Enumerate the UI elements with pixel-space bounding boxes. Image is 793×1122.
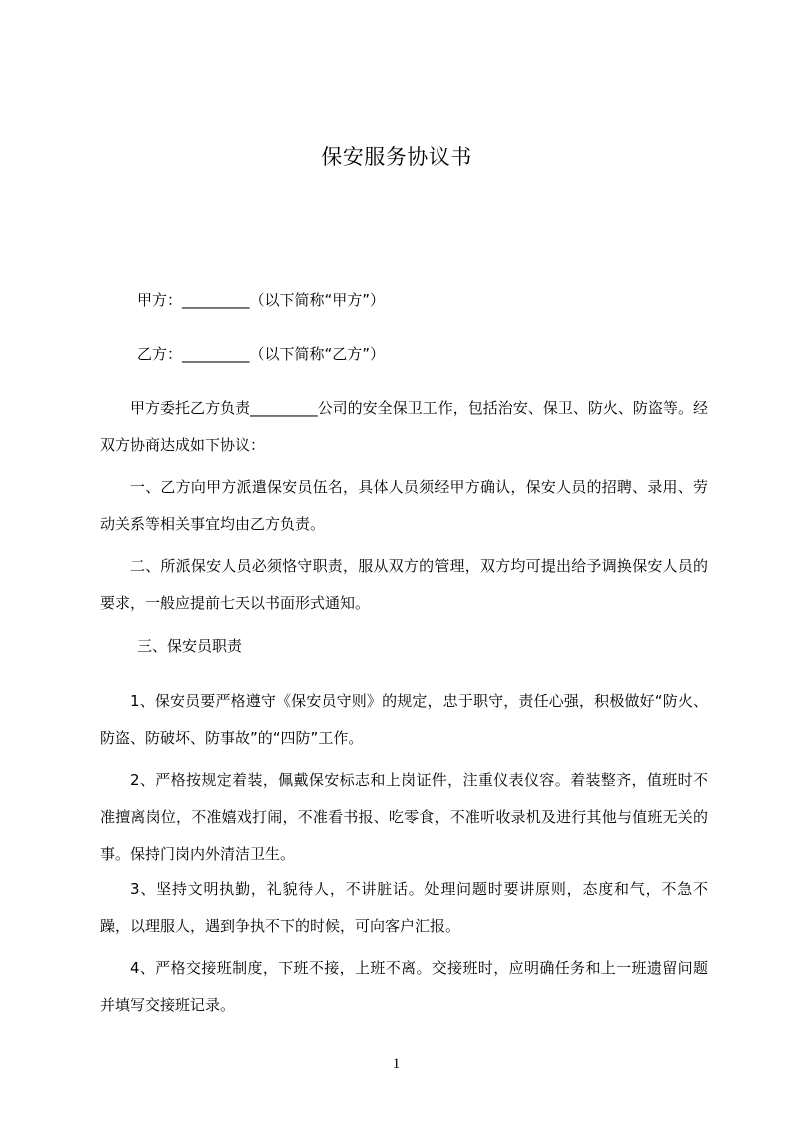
clause-2-paragraph: 二、所派保安人员必须恪守职责，服从双方的管理，双方均可提出给予调换保安人员的要求，一般应提前七天以书面形式通知。 [100, 557, 708, 612]
clause-3-heading: 三、保安员职责 [137, 637, 243, 655]
page-number: 1 [392, 1056, 401, 1072]
intro-paragraph: 甲方委托乙方负责_________公司的安全保卫工作，包括治安、保卫、防火、防盗等。经双方协商达成如下协议： [100, 399, 708, 454]
clause-1-paragraph: 一、乙方向甲方派遣保安员伍名，具体人员须经甲方确认，保安人员的招聘、录用、劳动关系等相关事宜均由乙方负责。 [100, 478, 708, 533]
duty-2-paragraph: 2、严格按规定着装，佩戴保安标志和上岗证件，注重仪表仪容。着装整齐，值班时不准擅离岗位，不准嬉戏打闹，不准看书报、吃零食，不准听收录机及进行其他与值班无关的事。保持门岗内外清洁卫生。 [100, 771, 708, 863]
party-a-line: 甲方：_________（以下简称“甲方”） [137, 291, 386, 309]
party-b-line: 乙方：_________（以下简称“乙方”） [137, 345, 386, 363]
duty-3-paragraph: 3、坚持文明执勤，礼貌待人，不讲脏话。处理问题时要讲原则，态度和气，不急不躁，以理服人，遇到争执不下的时候，可向客户汇报。 [100, 880, 708, 935]
duty-1-paragraph: 1、保安员要严格遵守《保安员守则》的规定，忠于职守，责任心强，积极做好“防火、防盗、防破坏、防事故”的“四防”工作。 [100, 692, 708, 747]
document-title: 保安服务协议书 [321, 145, 472, 169]
duty-4-paragraph: 4、严格交接班制度，下班不接，上班不离。交接班时，应明确任务和上一班遗留问题并填写交接班记录。 [100, 959, 708, 1014]
